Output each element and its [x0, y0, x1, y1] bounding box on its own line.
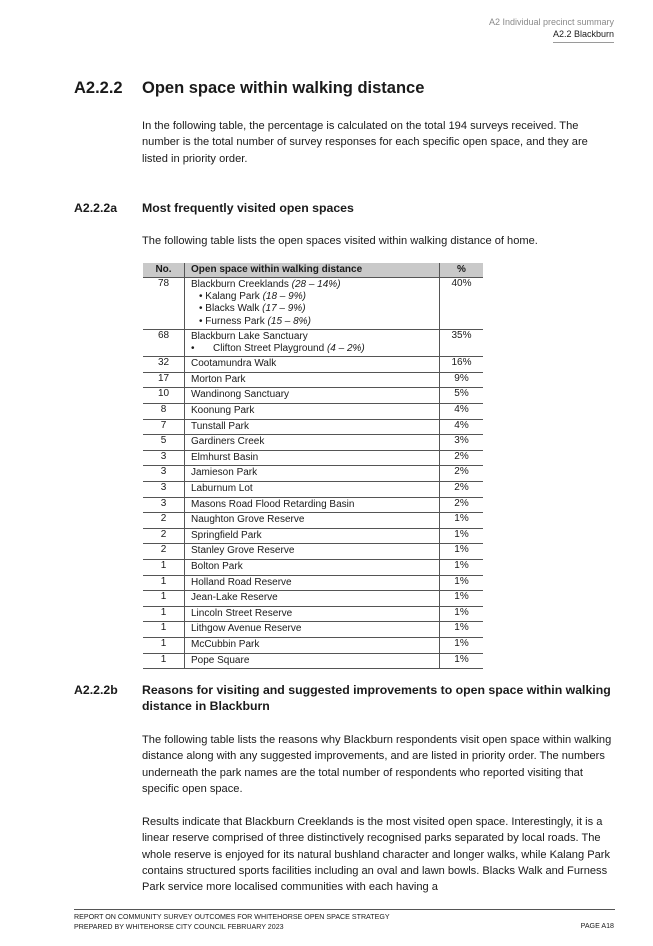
cell-percent: 1% — [440, 653, 484, 669]
table-row — [143, 404, 483, 420]
sub-park-extra: (4 – 2%) — [326, 343, 365, 355]
running-header — [489, 16, 614, 43]
cell-open-space: Tunstall Park — [185, 419, 440, 435]
cell-open-space: Wandinong Sanctuary — [185, 388, 440, 404]
cell-percent: 4% — [440, 419, 484, 435]
cell-open-space: Koonung Park — [185, 404, 440, 420]
cell-percent: 2% — [440, 497, 484, 513]
cell-percent: 3% — [440, 435, 484, 451]
bullet: • — [199, 291, 203, 303]
cell-no: 2 — [143, 544, 185, 560]
footer-text — [74, 913, 390, 932]
table-row — [143, 329, 483, 356]
cell-percent: 1% — [440, 528, 484, 544]
sub-park-name: Blacks Walk — [205, 303, 260, 315]
table-row — [143, 357, 483, 373]
section-title: Open space within walking distance — [142, 79, 425, 97]
subsection-b-title: Reasons for visiting and suggested improvements to open space within walking distance in Blackburn — [142, 683, 611, 713]
cell-no: 2 — [143, 513, 185, 529]
bullet: • — [191, 343, 195, 355]
subsection-a-intro: The following table lists the open spaces visited within walking distance of home. — [142, 235, 538, 247]
footer-line-2: PREPARED BY WHITEHORSE CITY COUNCIL FEBRUARY 2023 — [74, 922, 284, 931]
cell-no: 68 — [143, 329, 185, 356]
cell-no: 1 — [143, 559, 185, 575]
sub-park-extra: (18 – 9%) — [262, 291, 306, 303]
subsection-a-number: A2.2.2a — [74, 201, 118, 215]
cell-percent: 9% — [440, 372, 484, 388]
header-chapter: A2 Individual precinct summary — [488, 17, 614, 27]
cell-percent: 2% — [440, 481, 484, 497]
table-row — [143, 466, 483, 482]
header-section: A2.2 Blackburn — [553, 28, 614, 43]
table-row — [143, 637, 483, 653]
cell-open-space: Springfield Park — [185, 528, 440, 544]
cell-open-space: Cootamundra Walk — [185, 357, 440, 373]
cell-no: 1 — [143, 622, 185, 638]
cell-no: 1 — [143, 653, 185, 669]
cell-no: 78 — [143, 278, 185, 330]
subsection-b-paragraph-2: Results indicate that Blackburn Creeklands is the most visited open space. Interestingly, it is a linear reserve comprised of three distinctively recognised parks separated by local roads. The whole reserve is enjoyed for its natural bushland character and longer walks, while Kalang Park contains structured sports facilities including an oval and lawn bowls. Blacks Walk and Furness Park service more localised communities with each having a — [142, 816, 611, 894]
cell-percent: 1% — [440, 606, 484, 622]
section-number: A2.2.2 — [74, 79, 123, 97]
cell-percent: 1% — [440, 544, 484, 560]
cell-no: 8 — [143, 404, 185, 420]
cell-no: 1 — [143, 575, 185, 591]
col-header-no: No. — [143, 263, 185, 278]
table-row — [143, 481, 483, 497]
cell-open-space: Jean-Lake Reserve — [185, 591, 440, 607]
cell-name: Blackburn Creeklands — [191, 279, 289, 290]
table-row — [143, 622, 483, 638]
sub-park-name: Clifton Street Playground — [213, 343, 325, 355]
bullet: • — [199, 315, 203, 327]
cell-open-space — [185, 329, 440, 356]
cell-open-space: Stanley Grove Reserve — [185, 544, 440, 560]
cell-open-space: Lithgow Avenue Reserve — [185, 622, 440, 638]
cell-no: 17 — [143, 372, 185, 388]
cell-no: 3 — [143, 497, 185, 513]
cell-no: 3 — [143, 450, 185, 466]
cell-no: 7 — [143, 419, 185, 435]
table-row — [143, 388, 483, 404]
cell-open-space: Bolton Park — [185, 559, 440, 575]
table-row — [143, 419, 483, 435]
cell-open-space: Laburnum Lot — [185, 481, 440, 497]
subsection-b-paragraph-1: The following table lists the reasons why Blackburn respondents visit open space within walking distance along with any suggested improvements, and are listed in priority order. The numbers underneath the park names are the total number of respondents who reported visiting that specific open space. — [142, 734, 612, 795]
cell-percent: 35% — [440, 329, 484, 356]
table-row — [143, 450, 483, 466]
footer-divider — [74, 909, 615, 910]
cell-no: 10 — [143, 388, 185, 404]
cell-open-space: Pope Square — [185, 653, 440, 669]
cell-no: 3 — [143, 481, 185, 497]
table-row — [143, 528, 483, 544]
table-row — [143, 559, 483, 575]
open-space-table — [143, 263, 483, 669]
cell-percent: 2% — [440, 466, 484, 482]
cell-open-space: McCubbin Park — [185, 637, 440, 653]
col-header-percent: % — [440, 263, 484, 278]
table-row — [143, 591, 483, 607]
cell-percent: 2% — [440, 450, 484, 466]
cell-open-space: Naughton Grove Reserve — [185, 513, 440, 529]
cell-percent: 5% — [440, 388, 484, 404]
cell-name-extra: (28 – 14%) — [291, 279, 341, 290]
table-row — [143, 575, 483, 591]
sub-park-extra: (15 – 8%) — [267, 315, 311, 327]
section-intro: In the following table, the percentage is calculated on the total 194 surveys received. The number is the total number of survey responses for each specific open space, and they are listed in priority order. — [142, 120, 588, 165]
table-row — [143, 497, 483, 513]
cell-open-space: Jamieson Park — [185, 466, 440, 482]
table-row — [143, 544, 483, 560]
cell-no: 5 — [143, 435, 185, 451]
cell-name: Blackburn Lake Sanctuary — [191, 330, 308, 342]
cell-open-space: Morton Park — [185, 372, 440, 388]
section-heading — [74, 79, 424, 98]
table-row — [143, 653, 483, 669]
col-header-open-space: Open space within walking distance — [185, 263, 440, 278]
cell-percent: 1% — [440, 575, 484, 591]
table-row — [143, 435, 483, 451]
cell-percent: 4% — [440, 404, 484, 420]
cell-percent: 40% — [440, 278, 484, 330]
cell-percent: 1% — [440, 637, 484, 653]
cell-percent: 1% — [440, 622, 484, 638]
sub-park-name: Furness Park — [205, 315, 265, 327]
cell-percent: 1% — [440, 513, 484, 529]
cell-percent: 1% — [440, 559, 484, 575]
bullet: • — [199, 303, 203, 315]
cell-no: 1 — [143, 606, 185, 622]
cell-no: 1 — [143, 637, 185, 653]
cell-no: 3 — [143, 466, 185, 482]
cell-open-space: Elmhurst Basin — [185, 450, 440, 466]
sub-park-item — [191, 343, 437, 355]
subsection-b-number: A2.2.2b — [74, 683, 118, 697]
sub-park-item — [191, 316, 437, 328]
cell-no: 32 — [143, 357, 185, 373]
table-row — [143, 513, 483, 529]
sub-park-item — [191, 291, 437, 303]
cell-no: 2 — [143, 528, 185, 544]
cell-percent: 16% — [440, 357, 484, 373]
sub-park-extra: (17 – 9%) — [262, 303, 306, 315]
cell-open-space: Lincoln Street Reserve — [185, 606, 440, 622]
cell-open-space: Masons Road Flood Retarding Basin — [185, 497, 440, 513]
cell-percent: 1% — [440, 591, 484, 607]
cell-no: 1 — [143, 591, 185, 607]
sub-park-item — [191, 303, 437, 315]
cell-open-space — [185, 278, 440, 330]
footer-line-1: REPORT ON COMMUNITY SURVEY OUTCOMES FOR WHITEHORSE OPEN SPACE STRATEGY — [74, 913, 390, 921]
table-row — [143, 372, 483, 388]
sub-park-name: Kalang Park — [205, 291, 260, 303]
cell-open-space: Holland Road Reserve — [185, 575, 440, 591]
table-row — [143, 606, 483, 622]
table-header-row — [143, 263, 483, 278]
table-body — [143, 357, 483, 669]
table-row — [143, 278, 483, 330]
page-number: PAGE A18 — [580, 922, 614, 930]
cell-open-space: Gardiners Creek — [185, 435, 440, 451]
subsection-a-title: Most frequently visited open spaces — [142, 201, 354, 215]
